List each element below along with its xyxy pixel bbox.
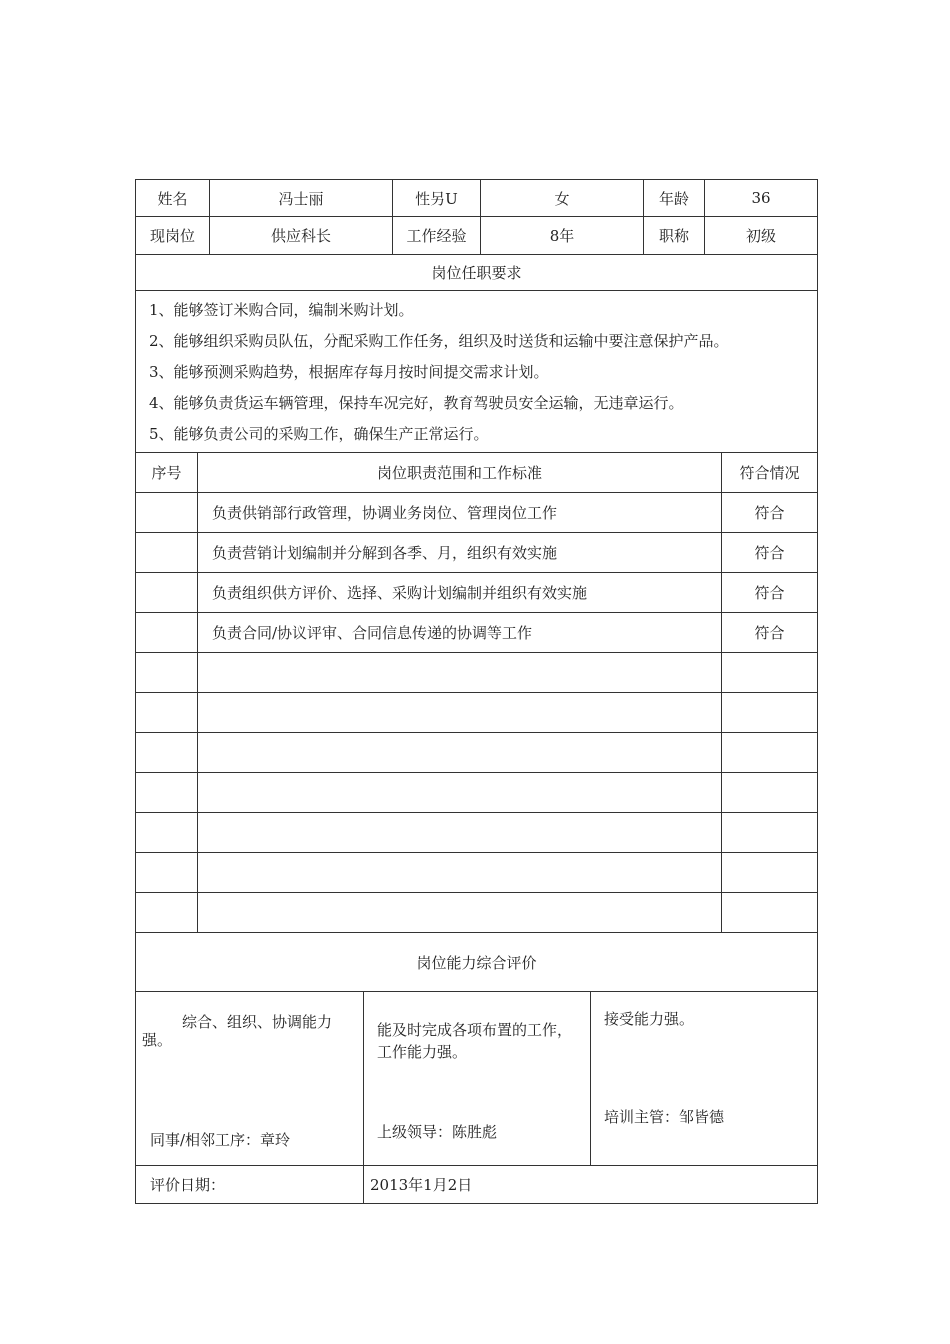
name-value: 冯士丽	[209, 180, 392, 216]
trainer-signature: 培训主管：邹皆德	[604, 1108, 725, 1126]
duty-row	[135, 573, 818, 613]
experience-value: 8年	[480, 217, 643, 254]
duties-header-no: 序号	[151, 464, 182, 482]
experience-label: 工作经验	[392, 217, 480, 254]
date-label: 评价日期：	[150, 1176, 226, 1194]
duty-no	[136, 813, 197, 852]
duties-header-scope: 岗位职责范围和工作标准	[197, 453, 721, 492]
duty-scope: 负责供销部行政管理，协调业务岗位、管理岗位工作	[197, 493, 721, 532]
name-label: 姓名	[157, 189, 188, 208]
evaluation-heading-row	[135, 933, 818, 992]
requirements-list-row	[135, 291, 818, 453]
requirement-item: 2、能够组织采购员队伍，分配采购工作任务，组织及时送货和运输中要注意保护产品。	[149, 332, 729, 350]
gender-value: 女	[480, 180, 643, 216]
duty-scope	[197, 653, 721, 692]
evaluation-date-row	[135, 1166, 818, 1204]
duty-scope	[197, 693, 721, 732]
duty-scope: 负责营销计划编制并分解到各季、月，组织有效实施	[197, 533, 721, 572]
duty-scope	[197, 893, 721, 932]
trainer-comment: 接受能力强。	[604, 1010, 695, 1028]
duty-row	[135, 693, 818, 733]
duty-row	[135, 813, 818, 853]
title-label: 职称	[643, 217, 704, 254]
evaluation-form	[135, 179, 818, 1204]
leader-comment: 能及时完成各项布置的工作，工作能力强。	[377, 1021, 573, 1061]
duty-scope	[197, 773, 721, 812]
duty-no	[136, 893, 197, 932]
duty-row	[135, 493, 818, 533]
trainer-evaluation	[590, 992, 817, 1165]
requirements-list	[136, 291, 817, 450]
duty-status: 符合	[721, 613, 817, 652]
duty-no	[136, 733, 197, 772]
duties-header-status: 符合情况	[721, 453, 817, 492]
age-value: 36	[704, 180, 817, 216]
duty-row	[135, 613, 818, 653]
duty-status	[721, 773, 817, 812]
evaluation-heading: 岗位能力综合评价	[416, 953, 537, 972]
duty-status	[721, 813, 817, 852]
age-label: 年龄	[643, 180, 704, 216]
requirement-item: 5、能够负责公司的采购工作，确保生产正常运行。	[149, 425, 489, 443]
duty-status	[721, 733, 817, 772]
duty-status: 符合	[721, 493, 817, 532]
duty-no	[136, 773, 197, 812]
title-value: 初级	[704, 217, 817, 254]
duty-status	[721, 653, 817, 692]
duty-no	[136, 853, 197, 892]
duty-no	[136, 533, 197, 572]
duty-scope	[197, 853, 721, 892]
duty-status: 符合	[721, 533, 817, 572]
leader-evaluation	[363, 992, 590, 1165]
requirement-item: 4、能够负责货运车辆管理，保持车况完好，教育驾驶员安全运输，无违章运行。	[149, 394, 684, 412]
requirements-heading-row	[135, 255, 818, 291]
duty-no	[136, 493, 197, 532]
date-value: 2013年1月2日	[363, 1166, 817, 1203]
evaluation-comments-row	[135, 992, 818, 1166]
duty-no	[136, 653, 197, 692]
duty-scope: 负责组织供方评价、选择、采购计划编制并组织有效实施	[197, 573, 721, 612]
duty-no	[136, 573, 197, 612]
leader-signature: 上级领导：陈胜彪	[377, 1123, 498, 1141]
position-label: 现岗位	[149, 227, 195, 245]
duty-scope	[197, 733, 721, 772]
duty-scope	[197, 813, 721, 852]
peer-comment-line1: 综合、组织、协调能力	[182, 1013, 333, 1031]
duty-row	[135, 653, 818, 693]
requirements-heading: 岗位任职要求	[431, 264, 522, 282]
info-row-2	[135, 217, 818, 255]
position-value: 供应科长	[209, 217, 392, 254]
peer-comment-line2: 强。	[142, 1031, 173, 1049]
duty-row	[135, 533, 818, 573]
duty-status	[721, 693, 817, 732]
duty-row	[135, 773, 818, 813]
duty-scope: 负责合同/协议评审、合同信息传递的协调等工作	[197, 613, 721, 652]
peer-evaluation	[136, 992, 363, 1165]
gender-label: 性另U	[392, 180, 480, 216]
duties-header-row	[135, 453, 818, 493]
duty-row	[135, 893, 818, 933]
duty-status	[721, 853, 817, 892]
duty-row	[135, 733, 818, 773]
duty-no	[136, 693, 197, 732]
duty-row	[135, 853, 818, 893]
duty-no	[136, 613, 197, 652]
duty-status: 符合	[721, 573, 817, 612]
peer-signature: 同事/相邻工序：章玲	[150, 1131, 291, 1149]
info-row-1	[135, 179, 818, 217]
duty-status	[721, 893, 817, 932]
requirement-item: 3、能够预测采购趋势，根据库存每月按时间提交需求计划。	[149, 363, 549, 381]
requirement-item: 1、能够签订米购合同，编制米购计划。	[149, 301, 414, 319]
